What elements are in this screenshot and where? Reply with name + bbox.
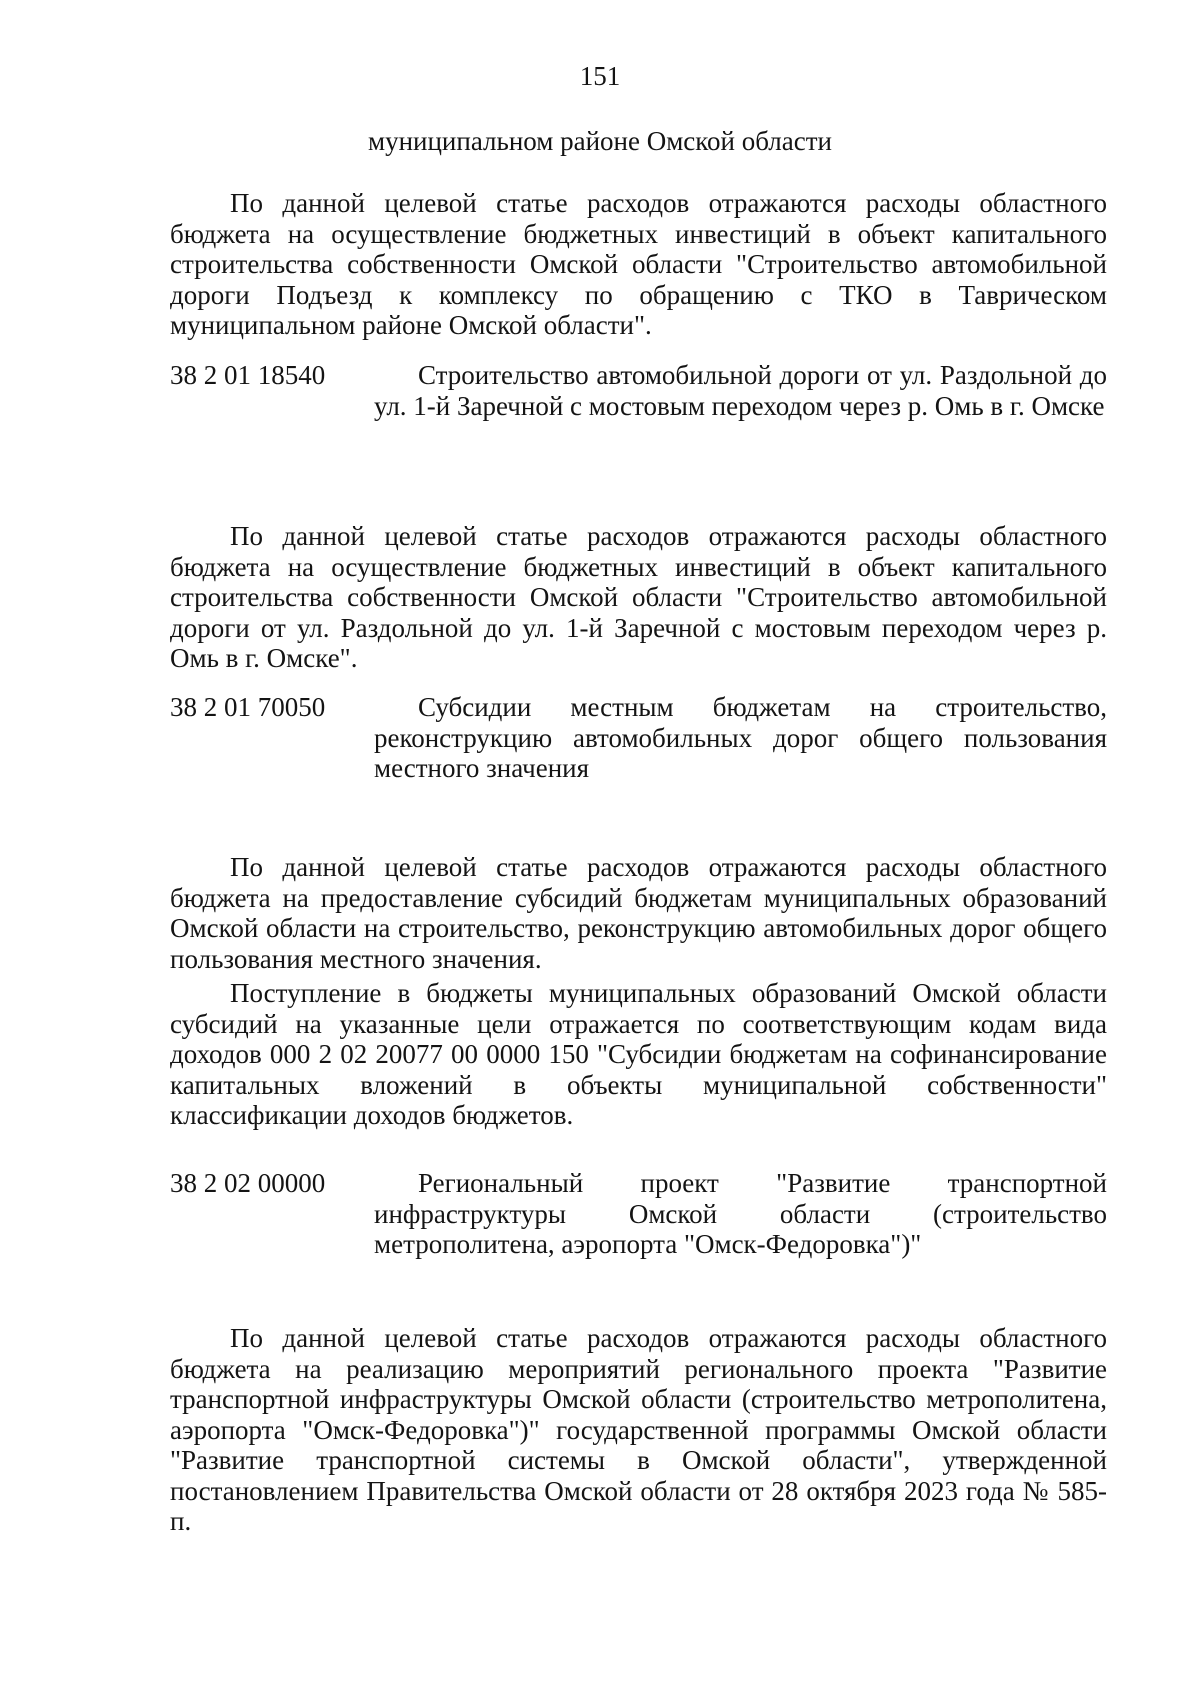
paragraph-description: По данной целевой статье расходов отражаются расходы областного бюджета на осуществление бюджетных инвестиций в объект капитального строительства собственности Омской области "Строительство автомобильной дороги от ул. Раздольной до ул. 1-й Заречной с мостовым переходом через р. Омь в г. Омске". (170, 521, 1107, 673)
budget-entry (170, 1168, 1107, 1260)
paragraph-description: По данной целевой статье расходов отражаются расходы областного бюджета на предоставление субсидий бюджетам муниципальных образований Омской области на строительство, реконструкцию автомобильных дорог общего пользования местного значения. (170, 852, 1107, 974)
budget-entry (170, 360, 1107, 452)
paragraph-description: По данной целевой статье расходов отражаются расходы областного бюджета на осуществление бюджетных инвестиций в объект капитального строительства собственности Омской области "Строительство автомобильной дороги Подъезд к комплексу по обращению с ТКО в Таврическом муниципальном районе Омской области". (170, 188, 1107, 340)
paragraph-description: По данной целевой статье расходов отражаются расходы областного бюджета на реализацию мероприятий регионального проекта "Развитие транспортной инфраструктуры Омской области (строительство метрополитена, аэропорта "Омск-Федоровка")" государственной программы Омской области "Развитие транспортной системы в Омской области", утвержденной постановлением Правительства Омской области от 28 октября 2023 года № 585-п. (170, 1323, 1107, 1536)
budget-entry-title: Региональный проект "Развитие транспортной инфраструктуры Омской области (строительство метрополитена, аэропорта "Омск-Федоровка")" (374, 1168, 1107, 1259)
paragraph-description: Поступление в бюджеты муниципальных образований Омской области субсидий на указанные цели отражается по соответствующим кодам вида доходов 000 2 02 20077 00 0000 150 "Субсидии бюджетам на софинансирование капитальных вложений в объекты муниципальной собственности" классификации доходов бюджетов. (170, 978, 1107, 1130)
budget-code: 38 2 01 70050 (170, 692, 326, 722)
budget-entry (170, 692, 1107, 784)
budget-code: 38 2 01 18540 (170, 360, 326, 390)
heading-continuation: муниципальном районе Омской области (368, 126, 832, 156)
budget-entry-title: Строительство автомобильной дороги от ул. Раздольной до ул. 1-й Заречной с мостовым переходом через р. Омь в г. Омске (374, 360, 1107, 421)
budget-code: 38 2 02 00000 (170, 1168, 326, 1198)
budget-entry-title: Субсидии местным бюджетам на строительство, реконструкцию автомобильных дорог общего пользования местного значения (374, 692, 1107, 783)
page-number: 151 (579, 61, 621, 91)
